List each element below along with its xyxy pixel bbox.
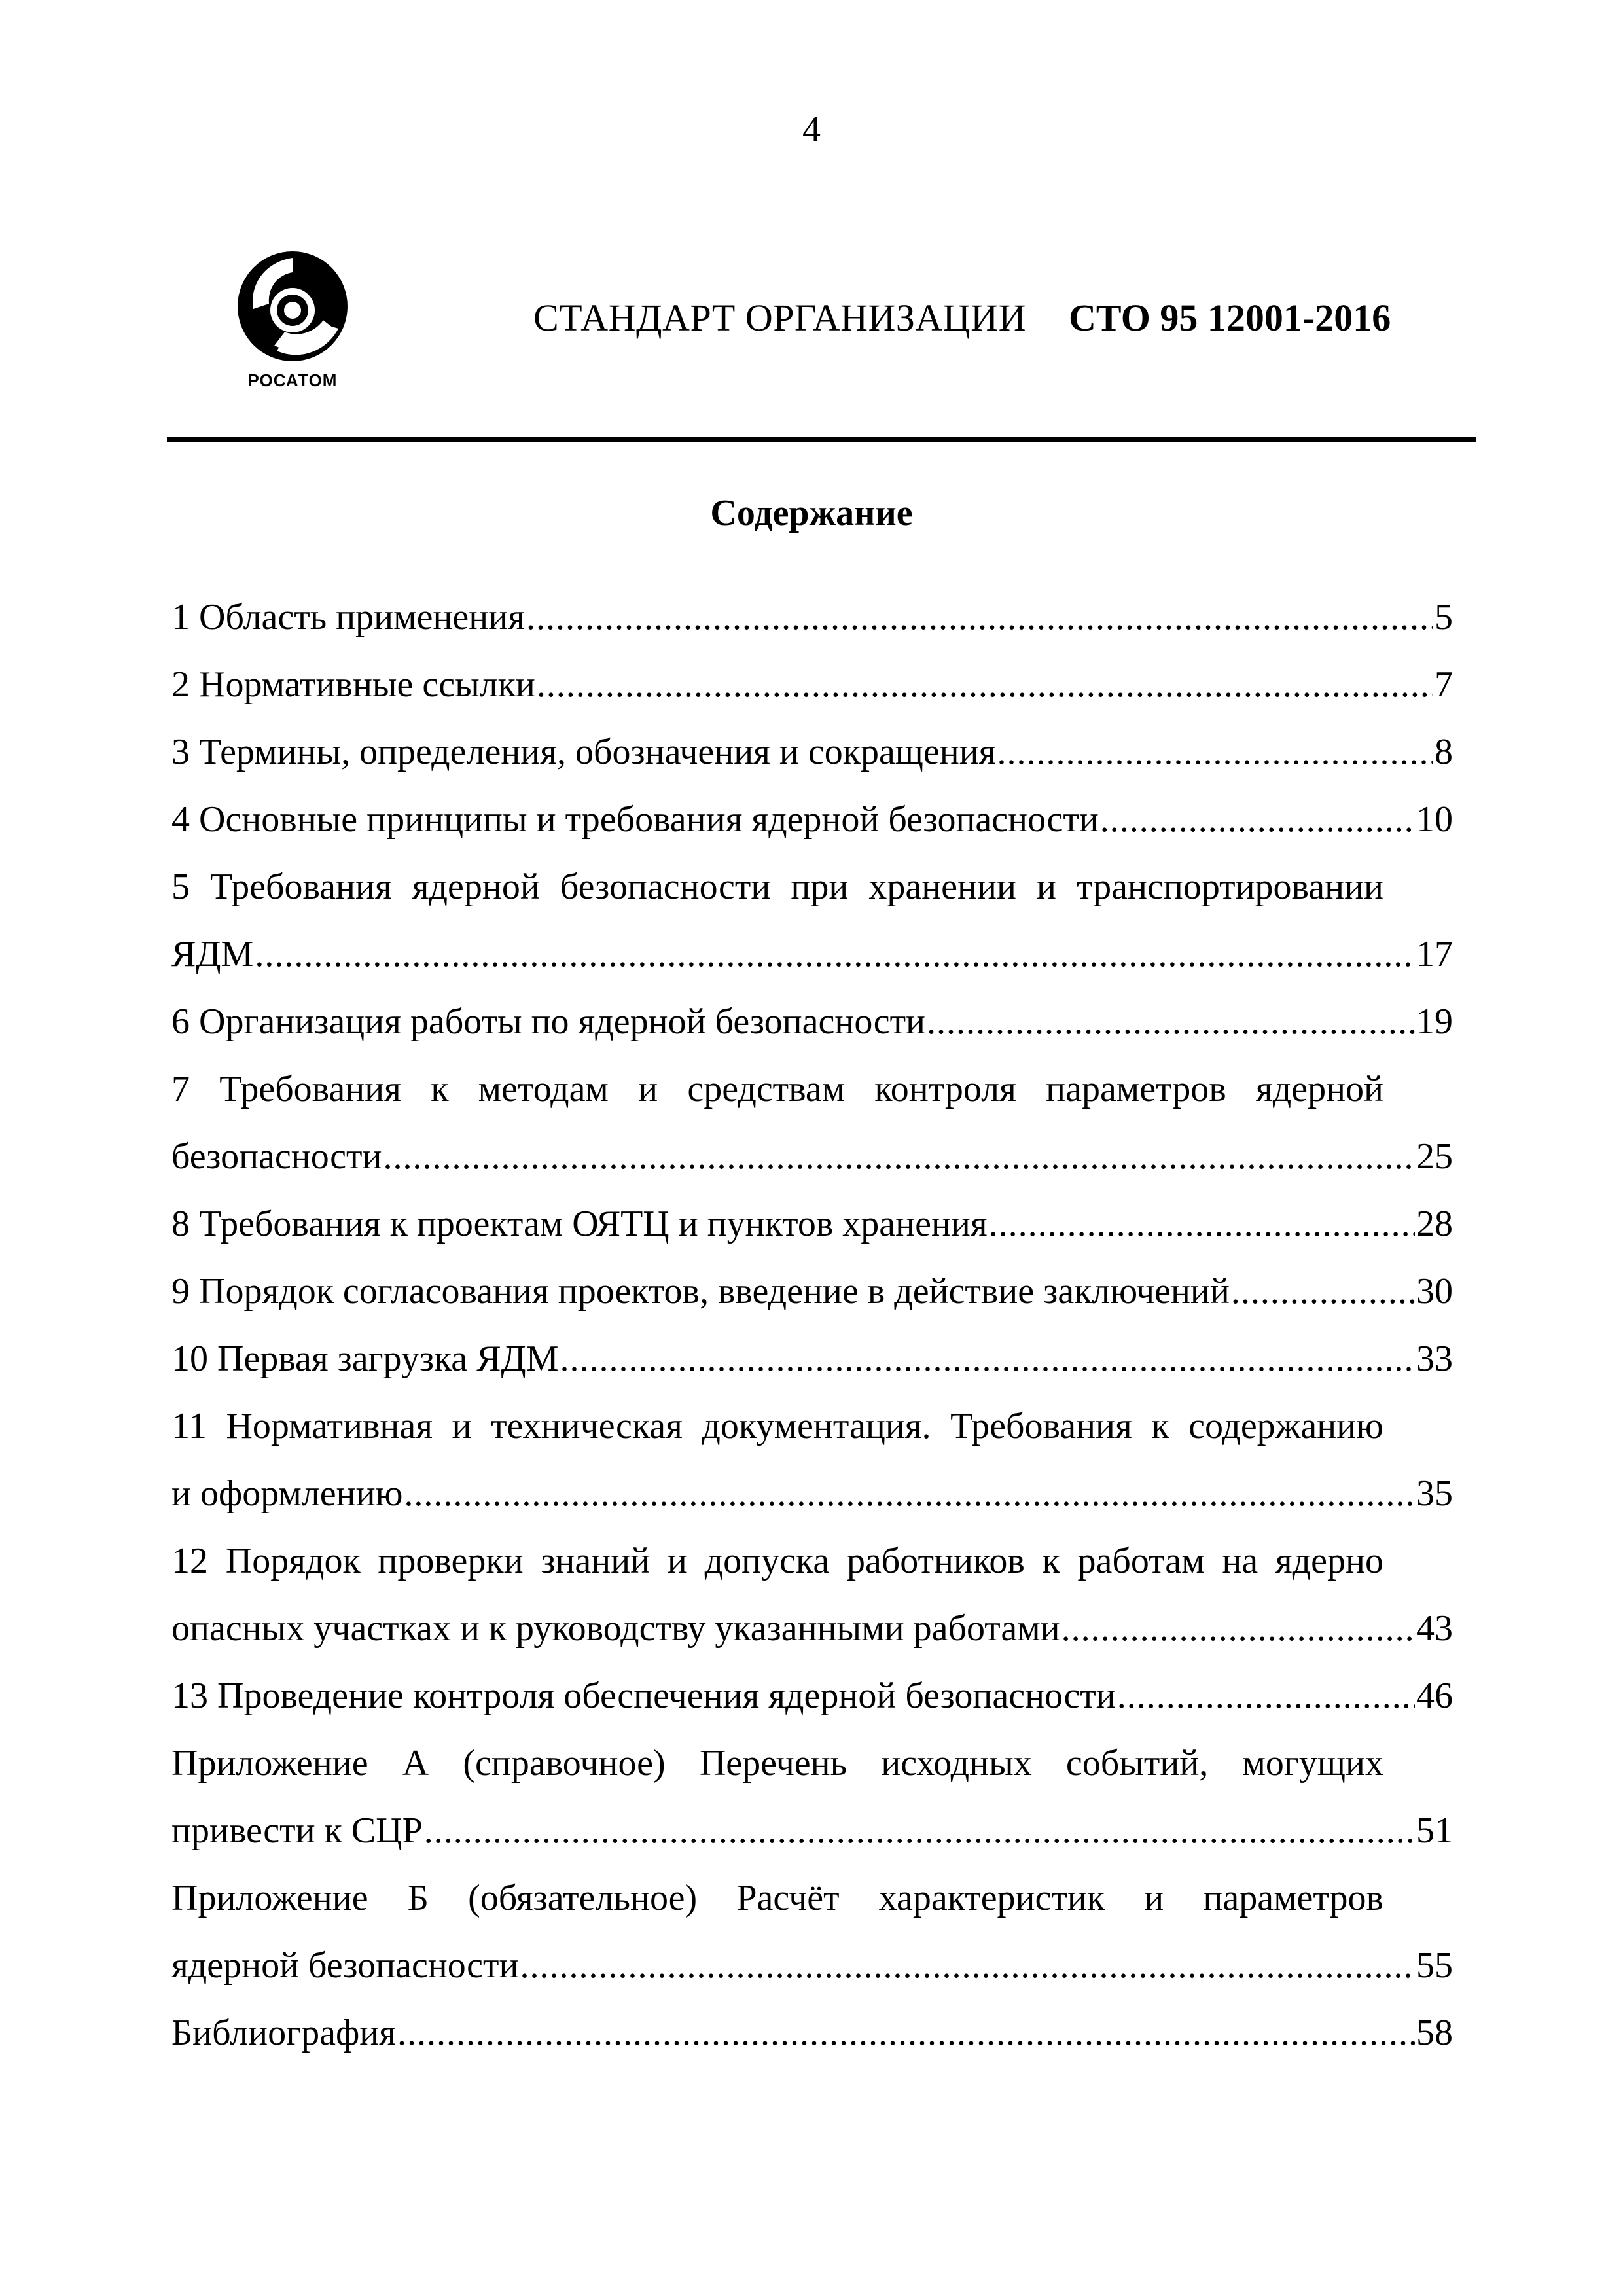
toc-entry-text: опасных участках и к руководству указанными работами: [171, 1608, 1060, 1649]
toc-entry-page: 33: [1416, 1338, 1453, 1379]
toc-entry: [171, 1123, 1453, 1191]
toc-entry-text: ЯДМ: [171, 934, 254, 975]
toc-entry-continued: [171, 1056, 1453, 1123]
dot-leader: [537, 651, 1433, 719]
toc-entry-continued: [171, 1393, 1453, 1460]
toc-entry-page: 43: [1416, 1608, 1453, 1649]
toc-entry: [171, 1932, 1453, 2000]
toc-entry-page: 28: [1416, 1204, 1453, 1244]
toc-entry-text: 2 Нормативные ссылки: [171, 664, 535, 705]
toc-entry: [171, 1595, 1453, 1662]
toc-title: Содержание: [710, 493, 913, 533]
toc-entry-text: 4 Основные принципы и требования ядерной безопасности: [171, 799, 1099, 840]
header-divider: [167, 437, 1476, 442]
dot-leader: [1100, 786, 1415, 853]
toc-entry-text: 6 Организация работы по ядерной безопасности: [171, 1001, 926, 1042]
toc-entry-page: 51: [1416, 1810, 1453, 1851]
toc-entry-page: 46: [1416, 1676, 1453, 1716]
toc-entry-page: 7: [1435, 664, 1453, 705]
toc-entry-text: 11 Нормативная и техническая документация. Требования к содержанию: [171, 1406, 1383, 1446]
toc-entry-text: 13 Проведение контроля обеспечения ядерной безопасности: [171, 1676, 1116, 1716]
toc-entry-text: ядерной безопасности: [171, 1945, 519, 1986]
toc-entry-text: привести к СЦР: [171, 1810, 423, 1851]
toc-entry: [171, 1662, 1453, 1730]
document-header: [167, 249, 1479, 406]
toc-entry-page: 25: [1416, 1136, 1453, 1177]
toc-entry-page: 5: [1435, 597, 1453, 637]
standard-type-title: СТАНДАРТ ОРГАНИЗАЦИИ: [533, 296, 1026, 339]
toc-entry-text: 1 Область применения: [171, 597, 525, 637]
toc-entry: [171, 1797, 1453, 1865]
dot-leader: [927, 988, 1415, 1056]
toc-entry: [171, 719, 1453, 786]
toc-entry-page: 19: [1416, 1001, 1453, 1042]
toc-entry-continued: [171, 853, 1453, 921]
dot-leader: [526, 584, 1433, 651]
dot-leader: [255, 921, 1415, 988]
toc-entry-continued: [171, 1865, 1453, 1932]
logo-caption: РОСАТОМ: [247, 370, 338, 390]
toc-entry: [171, 584, 1453, 651]
toc-entry: [171, 1191, 1453, 1258]
dot-leader: [520, 1932, 1415, 2000]
toc-entry-text: 8 Требования к проектам ОЯТЦ и пунктов хранения: [171, 1204, 988, 1244]
toc-entry: [171, 786, 1453, 853]
toc-entry-text: Библиография: [171, 2013, 396, 2053]
toc-entry-page: 8: [1435, 732, 1453, 772]
toc-entry: [171, 1460, 1453, 1528]
toc-entry-continued: [171, 1528, 1453, 1595]
toc-entry-page: 30: [1416, 1271, 1453, 1312]
toc-entry-text: 7 Требования к методам и средствам контроля параметров ядерной: [171, 1069, 1383, 1109]
dot-leader: [383, 1123, 1415, 1191]
dot-leader: [397, 2000, 1415, 2067]
table-of-contents: [171, 584, 1453, 2067]
toc-entry-text: 5 Требования ядерной безопасности при хранении и транспортировании: [171, 867, 1383, 907]
toc-entry: [171, 988, 1453, 1056]
toc-entry-page: 58: [1416, 2013, 1453, 2053]
toc-entry: [171, 2000, 1453, 2067]
dot-leader: [989, 1191, 1415, 1258]
rosatom-atom-icon: [227, 249, 358, 367]
dot-leader: [560, 1325, 1416, 1393]
standard-code: СТО 95 12001-2016: [1069, 296, 1391, 339]
toc-entry: [171, 1325, 1453, 1393]
toc-entry-page: 35: [1416, 1473, 1453, 1514]
page-number: 4: [802, 109, 821, 150]
dot-leader: [1061, 1595, 1415, 1662]
dot-leader: [404, 1460, 1415, 1528]
dot-leader: [1231, 1258, 1415, 1325]
toc-entry-text: 12 Порядок проверки знаний и допуска работников к работам на ядерно: [171, 1541, 1383, 1581]
toc-entry-text: 9 Порядок согласования проектов, введение в действие заключений: [171, 1271, 1230, 1312]
toc-entry-text: Приложение А (справочное) Перечень исходных событий, могущих: [171, 1743, 1383, 1784]
toc-entry-text: безопасности: [171, 1136, 382, 1177]
rosatom-logo: [227, 249, 358, 406]
toc-entry-text: Приложение Б (обязательное) Расчёт характеристик и параметров: [171, 1878, 1383, 1918]
toc-entry-text: 3 Термины, определения, обозначения и сокращения: [171, 732, 996, 772]
toc-entry-page: 17: [1416, 934, 1453, 975]
toc-entry-page: 10: [1416, 799, 1453, 840]
toc-entry-text: 10 Первая загрузка ЯДМ: [171, 1338, 559, 1379]
dot-leader: [1117, 1662, 1415, 1730]
toc-entry-text: и оформлению: [171, 1473, 403, 1514]
dot-leader: [424, 1797, 1415, 1865]
toc-entry-continued: [171, 1730, 1453, 1797]
toc-entry: [171, 1258, 1453, 1325]
toc-entry: [171, 921, 1453, 988]
dot-leader: [997, 719, 1433, 786]
toc-entry-page: 55: [1416, 1945, 1453, 1986]
toc-entry: [171, 651, 1453, 719]
